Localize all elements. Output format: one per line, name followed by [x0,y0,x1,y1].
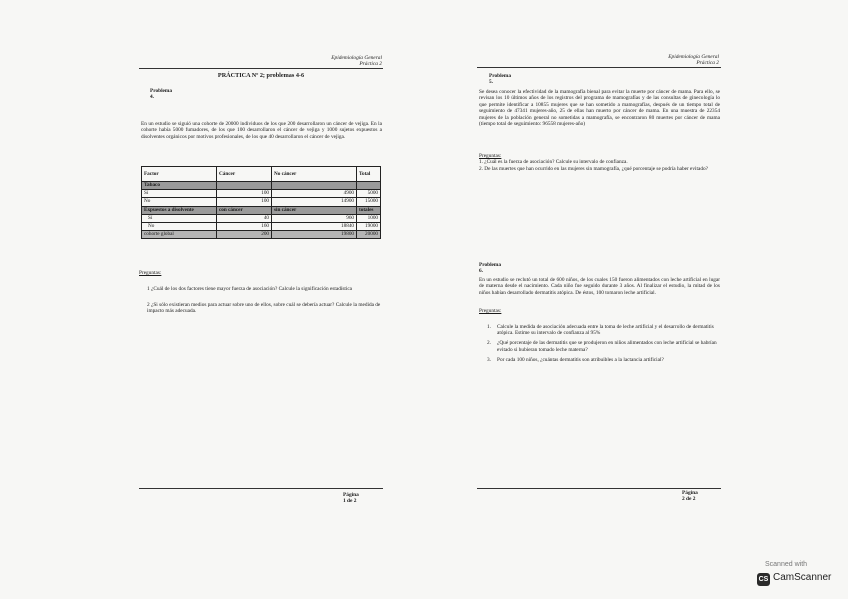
cohort-table [141,166,381,239]
table-cell: Sí [142,190,217,198]
table-section-sub: con cáncer [217,206,272,214]
watermark-scanned-with: Scanned with [765,561,808,568]
problem-4-text: En un estudio se siguió una cohorte de 20000 individuos de los que 200 desarrollaron un cáncer de vejiga. En la cohorte había 5000 fumadores, de los que 100 desarrollaron el cáncer de vejiga y 1000 sujetos expuestos a disolventes orgánicos por motivos profesionales, de los que 40 desarrollaron el cáncer de vejiga. [141,121,382,140]
page1-question-1: 1 ¿Cuál de los dos factores tiene mayor fuerza de asociación? Calcule la significación estadística [147,286,353,292]
table-section-label: Expuestos a disolvente [142,206,217,214]
table-cell: 40 [217,214,272,222]
page1-header [300,55,382,67]
list-item [487,357,719,363]
table-cell: 14900 [272,198,357,206]
page2-header-practice: Práctica 2 [696,60,719,67]
problem-5-text: Se desea conocer la efectividad de la mamografía bienal para evitar la muerte por cáncer de mama. Para ello, se revisan los 10 últimos años de los registros del programa de mamografías y de las consultas de ginecología lo que permite identificar a 10855 mujeres que se han sometido a mamografías, después de un tiempo total de seguimiento de 47341 mujeres-año, 25 de ellas han muerto por cáncer de mama. En una muestra de 22354 mujeres de la población general no sometidas a mamografía, se encontraron 80 muertes por cáncer de mama (tiempo total de seguimiento: 96558 mujeres-año) [479,89,720,128]
table-cell: 19800 [272,231,357,239]
table-row [142,198,381,206]
table-total-row [142,231,381,239]
table-header-cell: Total [357,167,381,182]
problem-6-heading: Problema 6. [479,262,501,275]
table-section-row [142,182,381,190]
table-header-cell: Cáncer [217,167,272,182]
table-cell: 19000 [357,222,381,230]
table-cell: 1000 [357,214,381,222]
page2-footer: Página 2 de 2 [682,490,698,502]
table-cell: 5000 [357,190,381,198]
table-cell: 200 [217,231,272,239]
problem-5-heading: Problema 5. [489,73,511,86]
table-row [142,214,381,222]
camscanner-icon: CS [757,573,770,586]
problem-5-questions-heading: Preguntas: [479,153,502,159]
table-row [142,222,381,230]
table-cell: 15000 [357,198,381,206]
camscanner-logo [757,573,835,587]
page2-header [637,54,719,66]
page2-footer-rule [477,488,721,489]
page1-header-rule [139,68,383,69]
page1-question-2: 2 ¿Si sólo existieran medios para actuar sobre uno de ellos, sobre cuál se debería actuar? Calcule la medida de impacto más adecuada. [147,302,381,315]
page1-questions-heading: Preguntas: [139,270,162,276]
question-number: 3. [487,356,491,363]
question-text: ¿Qué porcentaje de las dermatitis que se produjeron en niños alimentados con leche artificial se habrían evitado si hubieran tomado leche materna? [497,340,717,353]
problem-4-heading: Problema 4. [150,88,172,101]
problem-5-question-1: 1. ¿Cuál es la fuerza de asociación? Calcule su intervalo de confianza. [479,159,628,165]
page1-title: PRÁCTICA Nº 2; problemas 4-6 [217,72,305,79]
table-cell: cohorte global [142,231,217,239]
table-cell: No [142,222,217,230]
watermark-brand: CamScanner [773,572,832,583]
problem-5-question-2: 2. De las muertes que han ocurrido en las mujeres sin mamografía, ¿qué porcentaje se podría haber evitado? [479,166,709,172]
table-row [142,190,381,198]
list-item [487,340,719,353]
table-cell: 100 [217,190,272,198]
table-header-row [142,167,381,182]
page1-header-practice: Práctica 2 [359,61,382,68]
list-item [487,324,719,337]
table-section-sub: sin cáncer [272,206,357,214]
page1-header-course: Epidemiología General [331,55,382,61]
table-cell: 100 [217,198,272,206]
page1-footer-rule [139,488,383,489]
table-cell: 960 [272,214,357,222]
table-cell: 18840 [272,222,357,230]
question-number: 2. [487,340,491,347]
table-cell: 20000 [357,231,381,239]
page1-footer: Página 1 de 2 [343,492,359,504]
page2-header-course: Epidemiología General [668,54,719,60]
table-section-label: Tabaco [142,182,217,190]
table-section-sub: totales [357,206,381,214]
table-section-row [142,206,381,214]
table-cell: 4900 [272,190,357,198]
problem-6-text: En un estudio se reclutó un total de 600 niños, de los cuales 150 fueron alimentados con leche artificial en lugar de materna desde el nacimiento. Cada niño fue seguido durante 3 años. Al finalizar el estudio, la mitad de los niños habían desarrollado dermatitis atópica. De éstos, 100 tomaron leche artificial. [479,277,720,296]
table-cell: Sí [142,214,217,222]
page2-header-rule [477,67,721,68]
table-cell: 160 [217,222,272,230]
question-text: Por cada 100 niños, ¿cuántas dermatitis son atribuibles a la lactancia artificial? [497,356,664,363]
problem-6-questions [487,324,719,367]
problem-6-questions-heading: Preguntas: [479,308,502,314]
table-header-cell: Factor [142,167,217,182]
table-header-cell: No cáncer [272,167,357,182]
question-text: Calcule la medida de asociación adecuada entre la toma de leche artificial y el desarrollo de dermatitis atópica. Estime su intervalo de confianza al 95% [497,324,714,337]
camscanner-watermark [757,561,837,589]
question-number: 1. [487,324,491,330]
table-cell: No [142,198,217,206]
